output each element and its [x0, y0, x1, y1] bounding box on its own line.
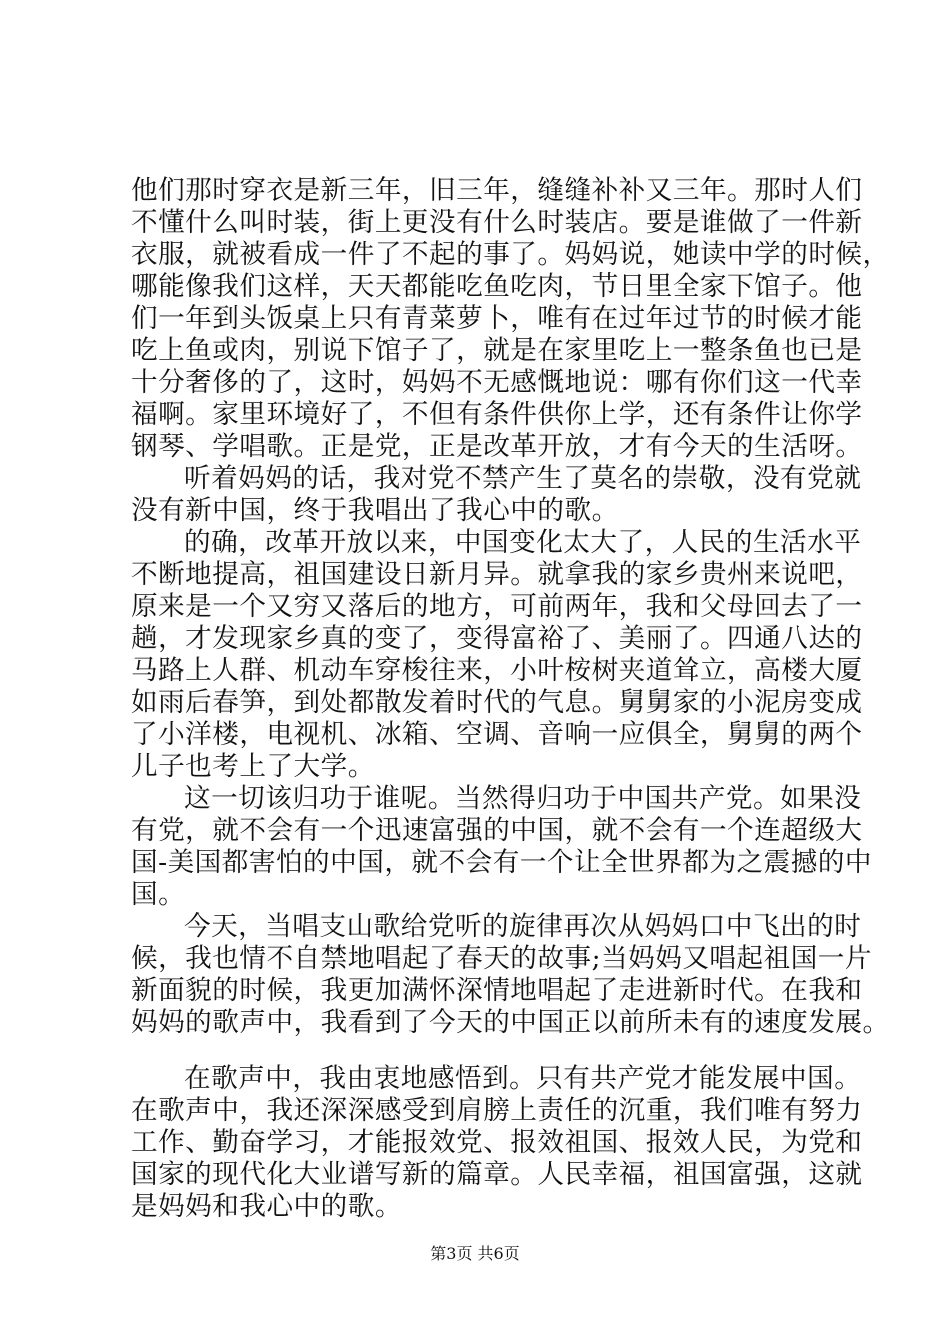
paragraph-gap: [131, 1039, 831, 1063]
text-line: 哪能像我们这样，天天都能吃鱼吃肉，节日里全家下馆子。他: [131, 271, 863, 302]
text-line: 了小洋楼，电视机、冰箱、空调、音响一应俱全，舅舅的两个: [131, 719, 863, 750]
text-line: 他们那时穿衣是新三年，旧三年，缝缝补补又三年。那时人们: [131, 175, 863, 206]
paragraph: [131, 463, 862, 527]
text-line: 是妈妈和我心中的歌。: [131, 1191, 402, 1222]
text-line: 没有新中国，终于我唱出了我心中的歌。: [131, 495, 619, 526]
text-line: 十分奢侈的了，这时，妈妈不无感慨地说：哪有你们这一代幸: [131, 367, 863, 398]
page-footer: 第3页 共6页: [430, 1244, 520, 1263]
text-line: 马路上人群、机动车穿梭往来，小叶桉树夹道耸立，高楼大厦: [131, 655, 863, 686]
text-line: 听着妈妈的话，我对党不禁产生了莫名的崇敬，没有党就: [184, 463, 862, 494]
text-line: 不断地提高，祖国建设日新月异。就拿我的家乡贵州来说吧，: [131, 559, 863, 590]
text-line: 吃上鱼或肉，别说下馆子了，就是在家里吃上一整条鱼也已是: [131, 335, 863, 366]
paragraph: [131, 911, 890, 1039]
text-line: 趟，才发现家乡真的变了，变得富裕了、美丽了。四通八达的: [131, 623, 863, 654]
text-line: 们一年到头饭桌上只有青菜萝卜，唯有在过年过节的时候才能: [131, 303, 863, 334]
text-line: 钢琴、学唱歌。正是党，正是改革开放，才有今天的生活呀。: [131, 431, 863, 462]
document-body: [131, 175, 890, 1223]
paragraph: [131, 783, 873, 911]
paragraph: [131, 175, 890, 463]
text-line: 新面貌的时候，我更加满怀深情地唱起了走进新时代。在我和: [131, 975, 863, 1006]
text-line: 在歌声中，我由衷地感悟到。只有共产党才能发展中国。: [184, 1063, 862, 1094]
text-line: 今天，当唱支山歌给党听的旋律再次从妈妈口中飞出的时: [184, 911, 862, 942]
text-line: 如雨后春笋，到处都散发着时代的气息。舅舅家的小泥房变成: [131, 687, 863, 718]
text-line: 国-美国都害怕的中国，就不会有一个让全世界都为之震撼的中: [131, 847, 873, 878]
text-line: 国。: [131, 879, 186, 910]
text-line: 这一切该归功于谁呢。当然得归功于中国共产党。如果没: [184, 783, 862, 814]
text-line: 有党，就不会有一个迅速富强的中国，就不会有一个连超级大: [131, 815, 863, 846]
text-line: 妈妈的歌声中，我看到了今天的中国正以前所未有的速度发展。: [131, 1007, 890, 1038]
text-line: 不懂什么叫时装，街上更没有什么时装店。要是谁做了一件新: [131, 207, 863, 238]
text-line: 工作、勤奋学习，才能报效党、报效祖国、报效人民，为党和: [131, 1127, 863, 1158]
text-line: 衣服，就被看成一件了不起的事了。妈妈说，她读中学的时候，: [131, 239, 890, 270]
paragraph: [131, 1063, 863, 1223]
text-line: 的确，改革开放以来，中国变化太大了，人民的生活水平: [184, 527, 862, 558]
paragraph: [131, 527, 863, 783]
text-line: 国家的现代化大业谱写新的篇章。人民幸福，祖国富强，这就: [131, 1159, 863, 1190]
text-line: 原来是一个又穷又落后的地方，可前两年，我和父母回去了一: [131, 591, 863, 622]
text-line: 候，我也情不自禁地唱起了春天的故事;当妈妈又唱起祖国一片: [131, 943, 872, 974]
text-line: 福啊。家里环境好了，不但有条件供你上学，还有条件让你学: [131, 399, 863, 430]
text-line: 儿子也考上了大学。: [131, 751, 375, 782]
text-line: 在歌声中，我还深深感受到肩膀上责任的沉重，我们唯有努力: [131, 1095, 863, 1126]
